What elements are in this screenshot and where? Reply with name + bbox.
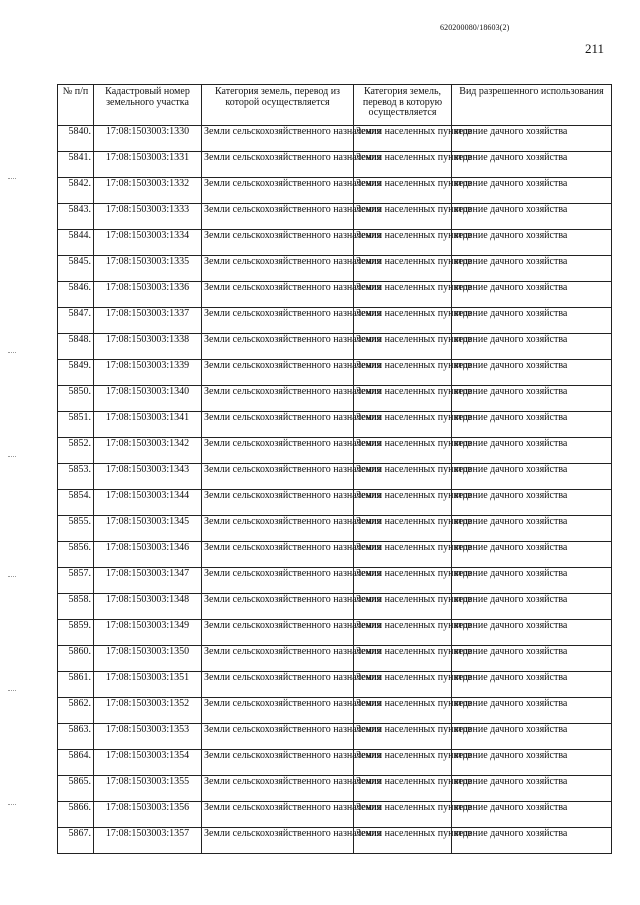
table-body xyxy=(58,126,612,854)
table-row xyxy=(58,776,612,802)
category-from: Земли сельскохозяйственного назначения xyxy=(202,828,354,854)
column-header-permitted-use: Вид разрешенного использования xyxy=(452,85,612,126)
permitted-use: ведение дачного хозяйства xyxy=(452,256,612,282)
category-from: Земли сельскохозяйственного назначения xyxy=(202,568,354,594)
row-number: 5842. xyxy=(58,178,94,204)
cadastral-number: 17:08:1503003:1352 xyxy=(94,698,202,724)
category-from: Земли сельскохозяйственного назначения xyxy=(202,178,354,204)
category-to: Земли населенных пунктов xyxy=(354,646,452,672)
row-number: 5850. xyxy=(58,386,94,412)
cadastral-number: 17:08:1503003:1344 xyxy=(94,490,202,516)
permitted-use: ведение дачного хозяйства xyxy=(452,282,612,308)
margin-mark xyxy=(8,352,16,353)
category-from: Земли сельскохозяйственного назначения xyxy=(202,646,354,672)
category-to: Земли населенных пунктов xyxy=(354,698,452,724)
row-number: 5867. xyxy=(58,828,94,854)
row-number: 5862. xyxy=(58,698,94,724)
table-row xyxy=(58,256,612,282)
row-number: 5858. xyxy=(58,594,94,620)
table-row xyxy=(58,204,612,230)
table-row xyxy=(58,360,612,386)
category-to: Земли населенных пунктов xyxy=(354,126,452,152)
permitted-use: ведение дачного хозяйства xyxy=(452,204,612,230)
margin-mark xyxy=(8,804,16,805)
category-from: Земли сельскохозяйственного назначения xyxy=(202,542,354,568)
column-header-cadastral-number: Кадастровый номер земельного участка xyxy=(94,85,202,126)
category-to: Земли населенных пунктов xyxy=(354,672,452,698)
table-row xyxy=(58,308,612,334)
cadastral-number: 17:08:1503003:1336 xyxy=(94,282,202,308)
category-to: Земли населенных пунктов xyxy=(354,568,452,594)
category-to: Земли населенных пунктов xyxy=(354,386,452,412)
row-number: 5848. xyxy=(58,334,94,360)
table-row xyxy=(58,152,612,178)
category-from: Земли сельскохозяйственного назначения xyxy=(202,516,354,542)
table-row xyxy=(58,750,612,776)
category-to: Земли населенных пунктов xyxy=(354,594,452,620)
category-from: Земли сельскохозяйственного назначения xyxy=(202,464,354,490)
category-from: Земли сельскохозяйственного назначения xyxy=(202,334,354,360)
permitted-use: ведение дачного хозяйства xyxy=(452,308,612,334)
table-row xyxy=(58,230,612,256)
page-number: 211 xyxy=(585,41,605,56)
document-code: 620200080/18603(2) xyxy=(440,23,510,32)
category-from: Земли сельскохозяйственного назначения xyxy=(202,204,354,230)
category-from: Земли сельскохозяйственного назначения xyxy=(202,308,354,334)
category-to: Земли населенных пунктов xyxy=(354,438,452,464)
table-header-row xyxy=(58,85,612,126)
category-from: Земли сельскохозяйственного назначения xyxy=(202,698,354,724)
category-to: Земли населенных пунктов xyxy=(354,464,452,490)
permitted-use: ведение дачного хозяйства xyxy=(452,464,612,490)
permitted-use: ведение дачного хозяйства xyxy=(452,698,612,724)
table-row xyxy=(58,672,612,698)
permitted-use: ведение дачного хозяйства xyxy=(452,126,612,152)
category-to: Земли населенных пунктов xyxy=(354,490,452,516)
category-to: Земли населенных пунктов xyxy=(354,828,452,854)
table-row xyxy=(58,126,612,152)
category-to: Земли населенных пунктов xyxy=(354,542,452,568)
row-number: 5861. xyxy=(58,672,94,698)
row-number: 5863. xyxy=(58,724,94,750)
cadastral-number: 17:08:1503003:1354 xyxy=(94,750,202,776)
cadastral-number: 17:08:1503003:1332 xyxy=(94,178,202,204)
category-from: Земли сельскохозяйственного назначения xyxy=(202,256,354,282)
category-to: Земли населенных пунктов xyxy=(354,334,452,360)
row-number: 5865. xyxy=(58,776,94,802)
cadastral-number: 17:08:1503003:1349 xyxy=(94,620,202,646)
cadastral-number: 17:08:1503003:1338 xyxy=(94,334,202,360)
category-from: Земли сельскохозяйственного назначения xyxy=(202,438,354,464)
row-number: 5851. xyxy=(58,412,94,438)
cadastral-number: 17:08:1503003:1330 xyxy=(94,126,202,152)
table-row xyxy=(58,438,612,464)
table-row xyxy=(58,828,612,854)
permitted-use: ведение дачного хозяйства xyxy=(452,646,612,672)
permitted-use: ведение дачного хозяйства xyxy=(452,620,612,646)
row-number: 5843. xyxy=(58,204,94,230)
row-number: 5859. xyxy=(58,620,94,646)
category-to: Земли населенных пунктов xyxy=(354,256,452,282)
row-number: 5866. xyxy=(58,802,94,828)
category-from: Земли сельскохозяйственного назначения xyxy=(202,412,354,438)
table-row xyxy=(58,464,612,490)
category-to: Земли населенных пунктов xyxy=(354,750,452,776)
cadastral-number: 17:08:1503003:1356 xyxy=(94,802,202,828)
category-to: Земли населенных пунктов xyxy=(354,620,452,646)
permitted-use: ведение дачного хозяйства xyxy=(452,516,612,542)
category-from: Земли сельскохозяйственного назначения xyxy=(202,126,354,152)
category-to: Земли населенных пунктов xyxy=(354,282,452,308)
permitted-use: ведение дачного хозяйства xyxy=(452,568,612,594)
permitted-use: ведение дачного хозяйства xyxy=(452,152,612,178)
category-from: Земли сельскохозяйственного назначения xyxy=(202,594,354,620)
category-to: Земли населенных пунктов xyxy=(354,802,452,828)
category-to: Земли населенных пунктов xyxy=(354,516,452,542)
row-number: 5852. xyxy=(58,438,94,464)
table-row xyxy=(58,282,612,308)
permitted-use: ведение дачного хозяйства xyxy=(452,802,612,828)
category-from: Земли сельскохозяйственного назначения xyxy=(202,230,354,256)
category-from: Земли сельскохозяйственного назначения xyxy=(202,750,354,776)
category-to: Земли населенных пунктов xyxy=(354,152,452,178)
permitted-use: ведение дачного хозяйства xyxy=(452,594,612,620)
table-row xyxy=(58,178,612,204)
land-register-table xyxy=(57,84,612,854)
row-number: 5845. xyxy=(58,256,94,282)
cadastral-number: 17:08:1503003:1345 xyxy=(94,516,202,542)
table-row xyxy=(58,542,612,568)
margin-mark xyxy=(8,456,16,457)
permitted-use: ведение дачного хозяйства xyxy=(452,750,612,776)
permitted-use: ведение дачного хозяйства xyxy=(452,672,612,698)
margin-mark xyxy=(8,576,16,577)
category-to: Земли населенных пунктов xyxy=(354,230,452,256)
permitted-use: ведение дачного хозяйства xyxy=(452,178,612,204)
row-number: 5847. xyxy=(58,308,94,334)
category-to: Земли населенных пунктов xyxy=(354,308,452,334)
category-from: Земли сельскохозяйственного назначения xyxy=(202,672,354,698)
permitted-use: ведение дачного хозяйства xyxy=(452,776,612,802)
row-number: 5854. xyxy=(58,490,94,516)
category-from: Земли сельскохозяйственного назначения xyxy=(202,776,354,802)
row-number: 5864. xyxy=(58,750,94,776)
permitted-use: ведение дачного хозяйства xyxy=(452,490,612,516)
cadastral-number: 17:08:1503003:1350 xyxy=(94,646,202,672)
category-from: Земли сельскохозяйственного назначения xyxy=(202,386,354,412)
table-row xyxy=(58,568,612,594)
table-row xyxy=(58,490,612,516)
table-row xyxy=(58,386,612,412)
permitted-use: ведение дачного хозяйства xyxy=(452,334,612,360)
row-number: 5857. xyxy=(58,568,94,594)
table-row xyxy=(58,802,612,828)
category-from: Земли сельскохозяйственного назначения xyxy=(202,282,354,308)
permitted-use: ведение дачного хозяйства xyxy=(452,360,612,386)
table-row xyxy=(58,698,612,724)
category-from: Земли сельскохозяйственного назначения xyxy=(202,620,354,646)
row-number: 5846. xyxy=(58,282,94,308)
category-to: Земли населенных пунктов xyxy=(354,204,452,230)
column-header-category-from: Категория земель, перевод из которой осуществляется xyxy=(202,85,354,126)
cadastral-number: 17:08:1503003:1357 xyxy=(94,828,202,854)
permitted-use: ведение дачного хозяйства xyxy=(452,724,612,750)
permitted-use: ведение дачного хозяйства xyxy=(452,386,612,412)
category-to: Земли населенных пунктов xyxy=(354,178,452,204)
table-row xyxy=(58,646,612,672)
row-number: 5840. xyxy=(58,126,94,152)
category-from: Земли сельскохозяйственного назначения xyxy=(202,152,354,178)
permitted-use: ведение дачного хозяйства xyxy=(452,542,612,568)
cadastral-number: 17:08:1503003:1355 xyxy=(94,776,202,802)
permitted-use: ведение дачного хозяйства xyxy=(452,828,612,854)
cadastral-number: 17:08:1503003:1334 xyxy=(94,230,202,256)
cadastral-number: 17:08:1503003:1353 xyxy=(94,724,202,750)
row-number: 5841. xyxy=(58,152,94,178)
cadastral-number: 17:08:1503003:1331 xyxy=(94,152,202,178)
category-from: Земли сельскохозяйственного назначения xyxy=(202,490,354,516)
column-header-category-to: Категория земель, перевод в которую осуществляется xyxy=(354,85,452,126)
permitted-use: ведение дачного хозяйства xyxy=(452,412,612,438)
cadastral-number: 17:08:1503003:1348 xyxy=(94,594,202,620)
cadastral-number: 17:08:1503003:1343 xyxy=(94,464,202,490)
category-to: Земли населенных пунктов xyxy=(354,360,452,386)
cadastral-number: 17:08:1503003:1347 xyxy=(94,568,202,594)
row-number: 5856. xyxy=(58,542,94,568)
table-row xyxy=(58,334,612,360)
cadastral-number: 17:08:1503003:1340 xyxy=(94,386,202,412)
cadastral-number: 17:08:1503003:1341 xyxy=(94,412,202,438)
category-to: Земли населенных пунктов xyxy=(354,412,452,438)
row-number: 5860. xyxy=(58,646,94,672)
row-number: 5853. xyxy=(58,464,94,490)
permitted-use: ведение дачного хозяйства xyxy=(452,230,612,256)
cadastral-number: 17:08:1503003:1339 xyxy=(94,360,202,386)
table-row xyxy=(58,516,612,542)
cadastral-number: 17:08:1503003:1346 xyxy=(94,542,202,568)
cadastral-number: 17:08:1503003:1337 xyxy=(94,308,202,334)
column-header-number: № п/п xyxy=(58,85,94,126)
table-row xyxy=(58,412,612,438)
table-row xyxy=(58,620,612,646)
row-number: 5855. xyxy=(58,516,94,542)
cadastral-number: 17:08:1503003:1333 xyxy=(94,204,202,230)
category-from: Земли сельскохозяйственного назначения xyxy=(202,360,354,386)
category-from: Земли сельскохозяйственного назначения xyxy=(202,724,354,750)
margin-mark xyxy=(8,178,16,179)
category-to: Земли населенных пунктов xyxy=(354,776,452,802)
cadastral-number: 17:08:1503003:1351 xyxy=(94,672,202,698)
row-number: 5849. xyxy=(58,360,94,386)
table-row xyxy=(58,594,612,620)
row-number: 5844. xyxy=(58,230,94,256)
margin-mark xyxy=(8,690,16,691)
cadastral-number: 17:08:1503003:1335 xyxy=(94,256,202,282)
cadastral-number: 17:08:1503003:1342 xyxy=(94,438,202,464)
table-row xyxy=(58,724,612,750)
permitted-use: ведение дачного хозяйства xyxy=(452,438,612,464)
category-to: Земли населенных пунктов xyxy=(354,724,452,750)
category-from: Земли сельскохозяйственного назначения xyxy=(202,802,354,828)
